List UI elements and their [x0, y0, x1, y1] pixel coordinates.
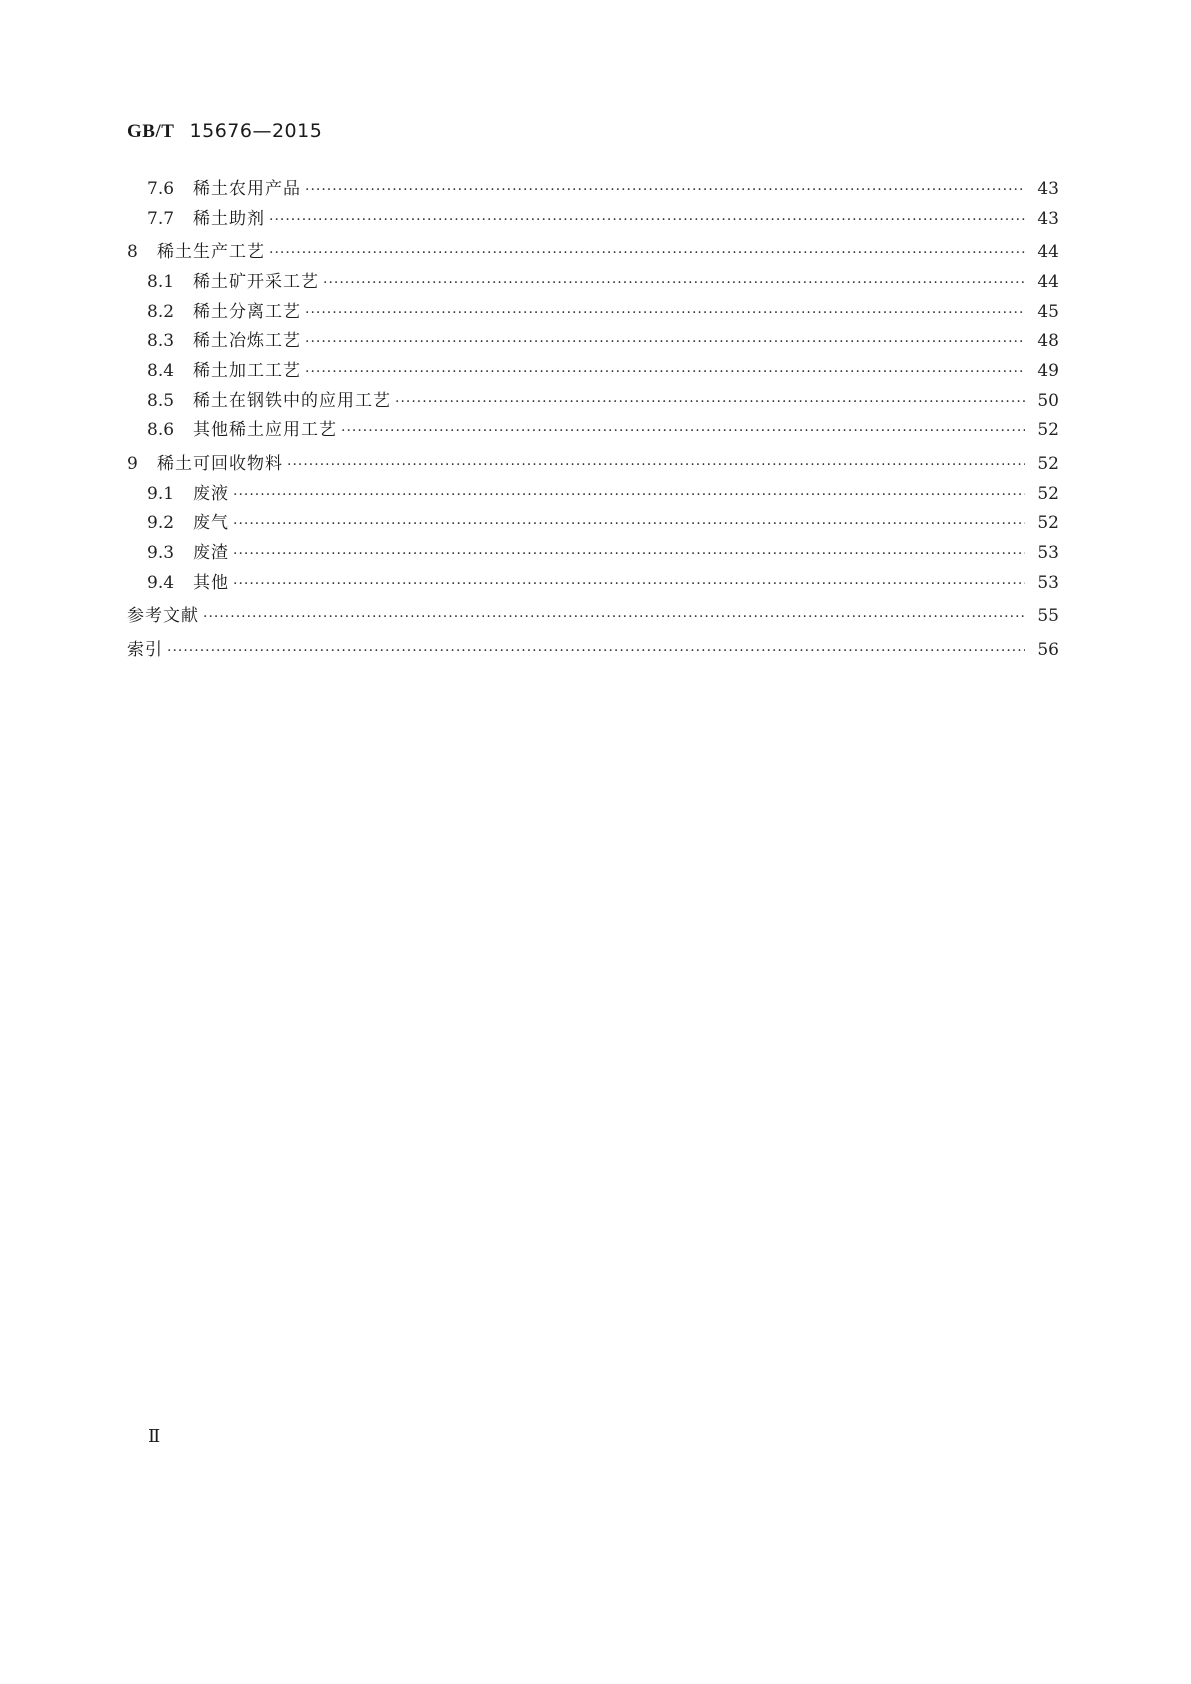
toc-dot-leader	[167, 640, 1025, 662]
toc-entry-page: 52	[1037, 420, 1059, 441]
toc-entry-page: 52	[1037, 483, 1059, 504]
toc-dot-leader	[269, 242, 1025, 264]
toc-entry-number: 7.7	[147, 208, 175, 229]
toc-dot-leader	[287, 454, 1025, 476]
toc-entry-page: 48	[1037, 331, 1059, 352]
document-header	[127, 120, 322, 143]
standard-code: GB/T	[127, 121, 175, 142]
toc-dot-leader	[305, 331, 1025, 353]
toc-entry[interactable]	[127, 208, 1059, 238]
toc-entry-number: 9.4	[147, 572, 175, 593]
toc-entry-title: 稀土冶炼工艺	[193, 331, 301, 352]
toc-entry[interactable]	[127, 330, 1059, 360]
toc-entry-title: 稀土可回收物料	[157, 453, 283, 474]
toc-dot-leader	[233, 513, 1025, 535]
toc-entry-page: 49	[1037, 360, 1059, 381]
toc-entry-title: 稀土矿开采工艺	[193, 272, 319, 293]
toc-entry-page: 43	[1037, 179, 1059, 199]
standard-number: 15676—2015	[189, 120, 323, 142]
page-number: Ⅱ	[148, 1426, 161, 1446]
toc-entry-title: 稀土生产工艺	[157, 242, 265, 263]
toc-dot-leader	[305, 179, 1025, 201]
toc-entry[interactable]	[127, 542, 1059, 572]
toc-dot-leader	[233, 543, 1025, 565]
toc-entry-title: 参考文献	[127, 606, 199, 627]
toc-entry-page: 43	[1037, 208, 1059, 229]
toc-entry-page: 44	[1037, 272, 1059, 293]
toc-entry-number: 8.4	[147, 360, 175, 381]
toc-entry-title: 稀土加工工艺	[193, 360, 301, 381]
toc-entry[interactable]	[127, 271, 1059, 301]
toc-entry-title: 索引	[127, 640, 163, 661]
toc-entry-title: 稀土助剂	[193, 208, 265, 229]
toc-dot-leader	[305, 302, 1025, 324]
toc-entry[interactable]	[127, 390, 1059, 420]
toc-dot-leader	[305, 361, 1025, 383]
toc-entry-number: 8.2	[147, 301, 175, 322]
toc-entry-title: 稀土农用产品	[193, 179, 301, 199]
toc-entry[interactable]	[127, 449, 1059, 483]
toc-entry-number: 9.1	[147, 483, 175, 504]
toc-entry-title: 废渣	[193, 542, 229, 563]
toc-entry-number: 9.2	[147, 513, 175, 534]
toc-entry-title: 稀土分离工艺	[193, 301, 301, 322]
toc-entry-page: 44	[1037, 242, 1059, 263]
toc-entry-number: 7.6	[147, 179, 175, 199]
toc-dot-leader	[233, 573, 1025, 595]
toc-dot-leader	[341, 420, 1025, 442]
toc-dot-leader	[233, 484, 1025, 506]
table-of-contents	[127, 178, 1059, 669]
toc-entry-number: 8.6	[147, 420, 175, 441]
toc-entry[interactable]	[127, 178, 1059, 208]
toc-entry-page: 52	[1037, 513, 1059, 534]
toc-entry[interactable]	[127, 301, 1059, 331]
toc-entry-title: 其他	[193, 572, 229, 593]
toc-entry-number: 9	[127, 453, 138, 474]
toc-entry-page: 50	[1037, 390, 1059, 411]
toc-entry[interactable]	[127, 237, 1059, 271]
toc-entry[interactable]	[127, 635, 1059, 669]
toc-entry-page: 53	[1037, 572, 1059, 593]
toc-dot-leader	[203, 606, 1025, 628]
toc-entry-page: 56	[1037, 640, 1059, 661]
toc-entry-number: 8.5	[147, 390, 175, 411]
toc-dot-leader	[395, 391, 1025, 413]
toc-entry-title: 稀土在钢铁中的应用工艺	[193, 390, 391, 411]
toc-dot-leader	[269, 209, 1025, 231]
toc-entry[interactable]	[127, 601, 1059, 635]
toc-entry-title: 废液	[193, 483, 229, 504]
toc-entry-page: 45	[1037, 301, 1059, 322]
toc-entry-title: 废气	[193, 513, 229, 534]
toc-entry-page: 52	[1037, 453, 1059, 474]
toc-entry-number: 8.1	[147, 272, 175, 293]
toc-entry-number: 8.3	[147, 331, 175, 352]
toc-dot-leader	[323, 272, 1025, 294]
toc-entry-title: 其他稀土应用工艺	[193, 420, 337, 441]
toc-entry[interactable]	[127, 360, 1059, 390]
toc-entry-number: 9.3	[147, 542, 175, 563]
toc-entry[interactable]	[127, 419, 1059, 449]
toc-entry-number: 8	[127, 242, 138, 263]
toc-entry-page: 53	[1037, 542, 1059, 563]
toc-entry-page: 55	[1037, 606, 1059, 627]
toc-entry[interactable]	[127, 483, 1059, 513]
toc-entry[interactable]	[127, 512, 1059, 542]
toc-entry[interactable]	[127, 572, 1059, 602]
